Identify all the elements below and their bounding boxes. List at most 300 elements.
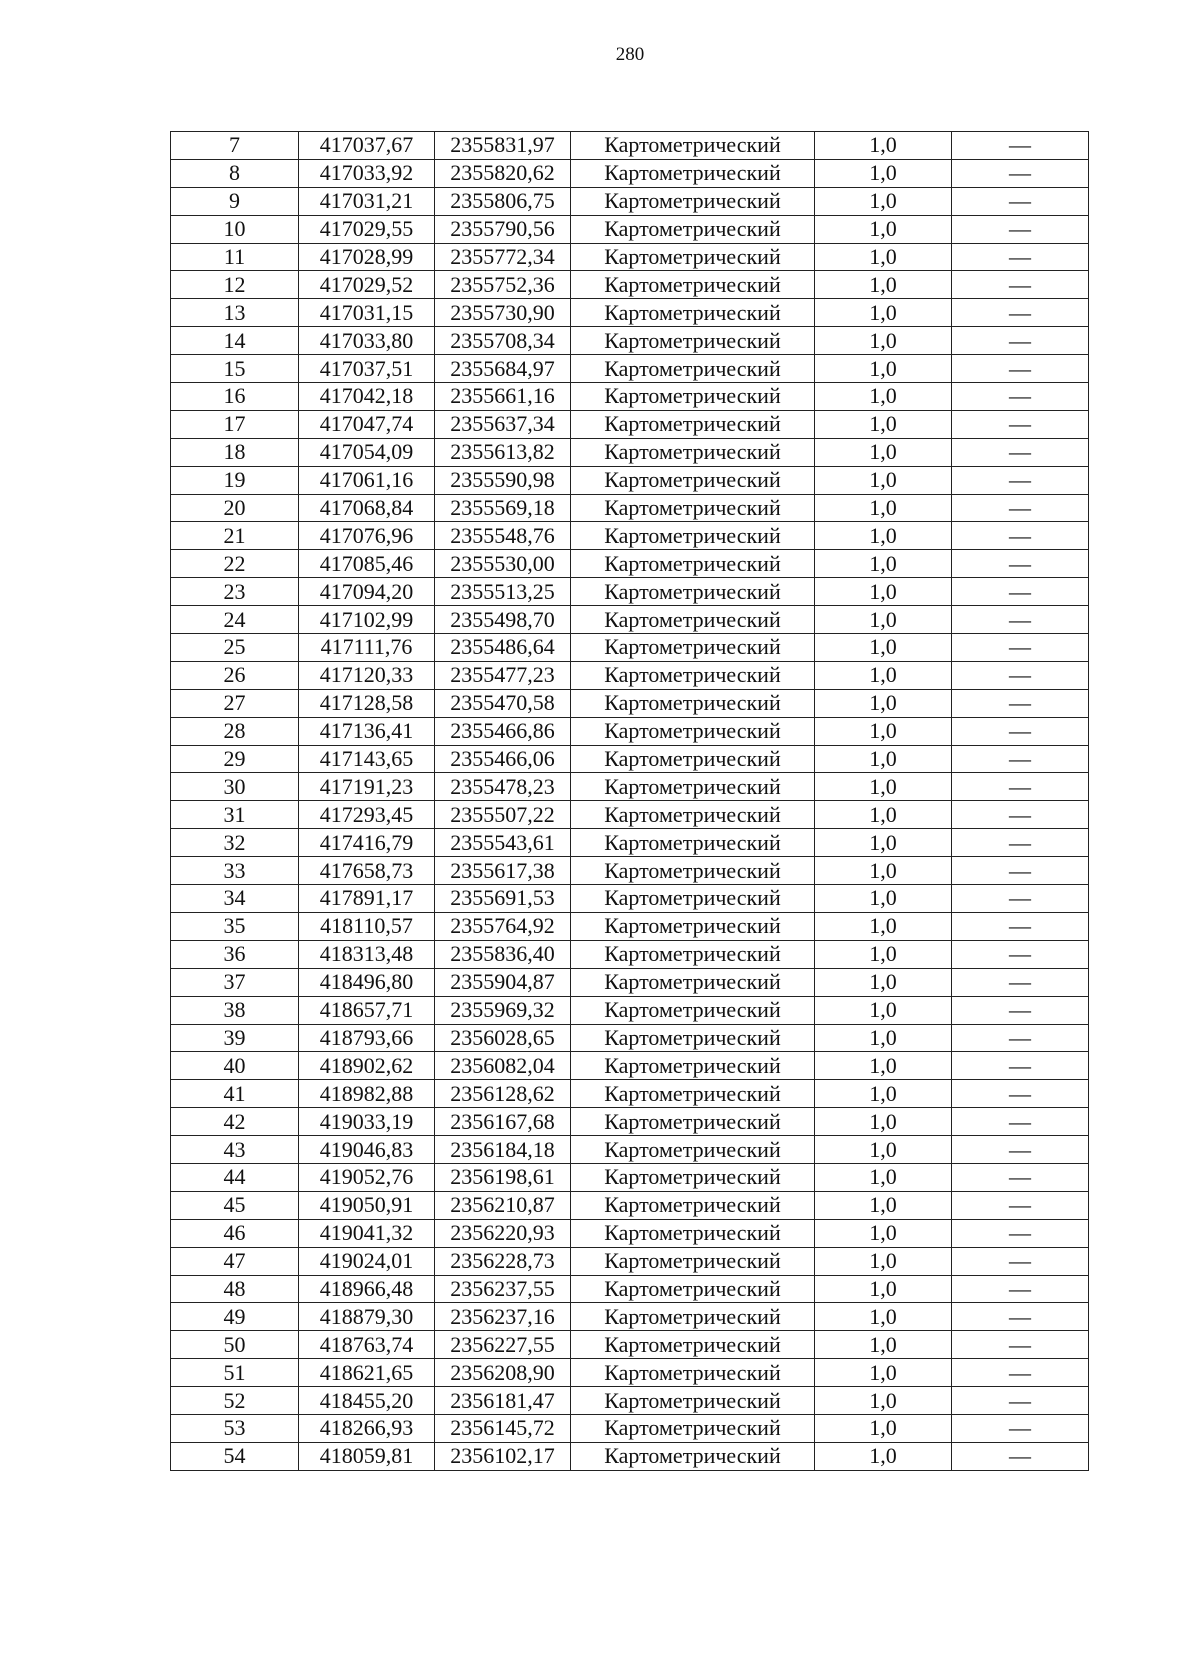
note-cell: — (952, 243, 1089, 271)
x-coordinate-cell: 419050,91 (299, 1191, 435, 1219)
method-cell: Картометрический (571, 1052, 815, 1080)
method-cell: Картометрический (571, 885, 815, 913)
method-cell: Картометрический (571, 1080, 815, 1108)
point-number-cell: 44 (171, 1163, 299, 1191)
x-coordinate-cell: 419024,01 (299, 1247, 435, 1275)
table-row (171, 1163, 1089, 1191)
y-coordinate-cell: 2355513,25 (435, 578, 571, 606)
note-cell: — (952, 801, 1089, 829)
note-cell: — (952, 438, 1089, 466)
note-cell: — (952, 857, 1089, 885)
x-coordinate-cell: 418455,20 (299, 1387, 435, 1415)
point-number-cell: 36 (171, 940, 299, 968)
method-cell: Картометрический (571, 689, 815, 717)
table-row (171, 1359, 1089, 1387)
y-coordinate-cell: 2356181,47 (435, 1387, 571, 1415)
point-number-cell: 32 (171, 829, 299, 857)
method-cell: Картометрический (571, 996, 815, 1024)
method-cell: Картометрический (571, 745, 815, 773)
note-cell: — (952, 187, 1089, 215)
table-row (171, 438, 1089, 466)
x-coordinate-cell: 417047,74 (299, 410, 435, 438)
note-cell: — (952, 661, 1089, 689)
table-row (171, 1024, 1089, 1052)
point-number-cell: 9 (171, 187, 299, 215)
y-coordinate-cell: 2355466,86 (435, 717, 571, 745)
point-number-cell: 23 (171, 578, 299, 606)
table-row (171, 1387, 1089, 1415)
method-cell: Картометрический (571, 243, 815, 271)
accuracy-cell: 1,0 (815, 1303, 952, 1331)
note-cell: — (952, 271, 1089, 299)
y-coordinate-cell: 2356227,55 (435, 1331, 571, 1359)
x-coordinate-cell: 418266,93 (299, 1414, 435, 1442)
method-cell: Картометрический (571, 1331, 815, 1359)
x-coordinate-cell: 418902,62 (299, 1052, 435, 1080)
accuracy-cell: 1,0 (815, 968, 952, 996)
table-row (171, 829, 1089, 857)
x-coordinate-cell: 417028,99 (299, 243, 435, 271)
x-coordinate-cell: 417094,20 (299, 578, 435, 606)
accuracy-cell: 1,0 (815, 996, 952, 1024)
accuracy-cell: 1,0 (815, 857, 952, 885)
method-cell: Картометрический (571, 355, 815, 383)
method-cell: Картометрический (571, 1442, 815, 1470)
table-row (171, 215, 1089, 243)
x-coordinate-cell: 417085,46 (299, 550, 435, 578)
x-coordinate-cell: 417068,84 (299, 494, 435, 522)
point-number-cell: 35 (171, 912, 299, 940)
table-row (171, 1080, 1089, 1108)
accuracy-cell: 1,0 (815, 550, 952, 578)
method-cell: Картометрический (571, 299, 815, 327)
y-coordinate-cell: 2355969,32 (435, 996, 571, 1024)
table-row (171, 745, 1089, 773)
x-coordinate-cell: 417031,15 (299, 299, 435, 327)
x-coordinate-cell: 418621,65 (299, 1359, 435, 1387)
table-row (171, 1442, 1089, 1470)
table-row (171, 661, 1089, 689)
point-number-cell: 30 (171, 773, 299, 801)
point-number-cell: 54 (171, 1442, 299, 1470)
table-row (171, 1331, 1089, 1359)
note-cell: — (952, 355, 1089, 383)
y-coordinate-cell: 2355507,22 (435, 801, 571, 829)
y-coordinate-cell: 2355661,16 (435, 383, 571, 411)
method-cell: Картометрический (571, 1108, 815, 1136)
point-number-cell: 24 (171, 606, 299, 634)
table-row (171, 689, 1089, 717)
accuracy-cell: 1,0 (815, 383, 952, 411)
y-coordinate-cell: 2355836,40 (435, 940, 571, 968)
method-cell: Картометрический (571, 159, 815, 187)
accuracy-cell: 1,0 (815, 299, 952, 327)
accuracy-cell: 1,0 (815, 1275, 952, 1303)
table-row (171, 996, 1089, 1024)
point-number-cell: 21 (171, 522, 299, 550)
method-cell: Картометрический (571, 271, 815, 299)
x-coordinate-cell: 417037,67 (299, 132, 435, 160)
method-cell: Картометрический (571, 410, 815, 438)
y-coordinate-cell: 2355617,38 (435, 857, 571, 885)
accuracy-cell: 1,0 (815, 1024, 952, 1052)
accuracy-cell: 1,0 (815, 885, 952, 913)
table-row (171, 550, 1089, 578)
y-coordinate-cell: 2355498,70 (435, 606, 571, 634)
note-cell: — (952, 1024, 1089, 1052)
y-coordinate-cell: 2356128,62 (435, 1080, 571, 1108)
x-coordinate-cell: 417054,09 (299, 438, 435, 466)
table-row (171, 968, 1089, 996)
accuracy-cell: 1,0 (815, 1136, 952, 1164)
table-row (171, 1414, 1089, 1442)
x-coordinate-cell: 417891,17 (299, 885, 435, 913)
table-row (171, 578, 1089, 606)
accuracy-cell: 1,0 (815, 1414, 952, 1442)
accuracy-cell: 1,0 (815, 522, 952, 550)
table-row (171, 1191, 1089, 1219)
y-coordinate-cell: 2355730,90 (435, 299, 571, 327)
point-number-cell: 19 (171, 466, 299, 494)
note-cell: — (952, 1163, 1089, 1191)
accuracy-cell: 1,0 (815, 438, 952, 466)
y-coordinate-cell: 2355772,34 (435, 243, 571, 271)
y-coordinate-cell: 2355470,58 (435, 689, 571, 717)
x-coordinate-cell: 417029,52 (299, 271, 435, 299)
point-number-cell: 51 (171, 1359, 299, 1387)
x-coordinate-cell: 417042,18 (299, 383, 435, 411)
note-cell: — (952, 1191, 1089, 1219)
y-coordinate-cell: 2355708,34 (435, 327, 571, 355)
note-cell: — (952, 299, 1089, 327)
table-row (171, 159, 1089, 187)
method-cell: Картометрический (571, 1024, 815, 1052)
note-cell: — (952, 1108, 1089, 1136)
point-number-cell: 29 (171, 745, 299, 773)
accuracy-cell: 1,0 (815, 1387, 952, 1415)
accuracy-cell: 1,0 (815, 355, 952, 383)
method-cell: Картометрический (571, 1247, 815, 1275)
x-coordinate-cell: 417416,79 (299, 829, 435, 857)
y-coordinate-cell: 2356210,87 (435, 1191, 571, 1219)
accuracy-cell: 1,0 (815, 494, 952, 522)
note-cell: — (952, 410, 1089, 438)
table-row (171, 1136, 1089, 1164)
x-coordinate-cell: 419041,32 (299, 1219, 435, 1247)
table-row (171, 410, 1089, 438)
point-number-cell: 34 (171, 885, 299, 913)
x-coordinate-cell: 418313,48 (299, 940, 435, 968)
method-cell: Картометрический (571, 940, 815, 968)
y-coordinate-cell: 2355477,23 (435, 661, 571, 689)
note-cell: — (952, 1275, 1089, 1303)
table-row (171, 606, 1089, 634)
x-coordinate-cell: 418793,66 (299, 1024, 435, 1052)
accuracy-cell: 1,0 (815, 912, 952, 940)
accuracy-cell: 1,0 (815, 717, 952, 745)
note-cell: — (952, 996, 1089, 1024)
y-coordinate-cell: 2356102,17 (435, 1442, 571, 1470)
table-row (171, 1219, 1089, 1247)
x-coordinate-cell: 417658,73 (299, 857, 435, 885)
y-coordinate-cell: 2355691,53 (435, 885, 571, 913)
table-row (171, 466, 1089, 494)
accuracy-cell: 1,0 (815, 271, 952, 299)
note-cell: — (952, 773, 1089, 801)
y-coordinate-cell: 2355904,87 (435, 968, 571, 996)
x-coordinate-cell: 417031,21 (299, 187, 435, 215)
note-cell: — (952, 1442, 1089, 1470)
x-coordinate-cell: 417061,16 (299, 466, 435, 494)
x-coordinate-cell: 417033,92 (299, 159, 435, 187)
note-cell: — (952, 1331, 1089, 1359)
y-coordinate-cell: 2355486,64 (435, 634, 571, 662)
point-number-cell: 43 (171, 1136, 299, 1164)
coordinates-table-body (171, 132, 1089, 1471)
point-number-cell: 39 (171, 1024, 299, 1052)
note-cell: — (952, 940, 1089, 968)
note-cell: — (952, 1136, 1089, 1164)
x-coordinate-cell: 417076,96 (299, 522, 435, 550)
method-cell: Картометрический (571, 522, 815, 550)
x-coordinate-cell: 417111,76 (299, 634, 435, 662)
accuracy-cell: 1,0 (815, 132, 952, 160)
y-coordinate-cell: 2356198,61 (435, 1163, 571, 1191)
accuracy-cell: 1,0 (815, 187, 952, 215)
x-coordinate-cell: 417191,23 (299, 773, 435, 801)
table-row (171, 243, 1089, 271)
table-row (171, 383, 1089, 411)
point-number-cell: 27 (171, 689, 299, 717)
accuracy-cell: 1,0 (815, 773, 952, 801)
y-coordinate-cell: 2355752,36 (435, 271, 571, 299)
point-number-cell: 13 (171, 299, 299, 327)
table-row (171, 857, 1089, 885)
note-cell: — (952, 159, 1089, 187)
y-coordinate-cell: 2355590,98 (435, 466, 571, 494)
table-row (171, 1052, 1089, 1080)
method-cell: Картометрический (571, 1163, 815, 1191)
accuracy-cell: 1,0 (815, 215, 952, 243)
accuracy-cell: 1,0 (815, 1108, 952, 1136)
method-cell: Картометрический (571, 438, 815, 466)
point-number-cell: 33 (171, 857, 299, 885)
x-coordinate-cell: 418110,57 (299, 912, 435, 940)
accuracy-cell: 1,0 (815, 466, 952, 494)
x-coordinate-cell: 417143,65 (299, 745, 435, 773)
accuracy-cell: 1,0 (815, 1052, 952, 1080)
table-row (171, 1275, 1089, 1303)
table-row (171, 1108, 1089, 1136)
table-row (171, 940, 1089, 968)
point-number-cell: 46 (171, 1219, 299, 1247)
method-cell: Картометрический (571, 1414, 815, 1442)
y-coordinate-cell: 2355637,34 (435, 410, 571, 438)
table-row (171, 327, 1089, 355)
accuracy-cell: 1,0 (815, 578, 952, 606)
note-cell: — (952, 494, 1089, 522)
y-coordinate-cell: 2355548,76 (435, 522, 571, 550)
accuracy-cell: 1,0 (815, 689, 952, 717)
y-coordinate-cell: 2356184,18 (435, 1136, 571, 1164)
x-coordinate-cell: 418879,30 (299, 1303, 435, 1331)
method-cell: Картометрический (571, 327, 815, 355)
point-number-cell: 11 (171, 243, 299, 271)
table-row (171, 885, 1089, 913)
method-cell: Картометрический (571, 1136, 815, 1164)
note-cell: — (952, 717, 1089, 745)
x-coordinate-cell: 417128,58 (299, 689, 435, 717)
point-number-cell: 53 (171, 1414, 299, 1442)
accuracy-cell: 1,0 (815, 1331, 952, 1359)
point-number-cell: 38 (171, 996, 299, 1024)
table-row (171, 299, 1089, 327)
method-cell: Картометрический (571, 466, 815, 494)
method-cell: Картометрический (571, 1275, 815, 1303)
method-cell: Картометрический (571, 773, 815, 801)
x-coordinate-cell: 418657,71 (299, 996, 435, 1024)
accuracy-cell: 1,0 (815, 801, 952, 829)
y-coordinate-cell: 2356237,55 (435, 1275, 571, 1303)
point-number-cell: 10 (171, 215, 299, 243)
y-coordinate-cell: 2355806,75 (435, 187, 571, 215)
accuracy-cell: 1,0 (815, 1163, 952, 1191)
note-cell: — (952, 550, 1089, 578)
note-cell: — (952, 1387, 1089, 1415)
point-number-cell: 22 (171, 550, 299, 578)
y-coordinate-cell: 2356167,68 (435, 1108, 571, 1136)
table-row (171, 717, 1089, 745)
point-number-cell: 16 (171, 383, 299, 411)
y-coordinate-cell: 2355466,06 (435, 745, 571, 773)
note-cell: — (952, 1359, 1089, 1387)
method-cell: Картометрический (571, 661, 815, 689)
table-row (171, 801, 1089, 829)
method-cell: Картометрический (571, 717, 815, 745)
point-number-cell: 40 (171, 1052, 299, 1080)
point-number-cell: 15 (171, 355, 299, 383)
table-row (171, 912, 1089, 940)
table-row (171, 634, 1089, 662)
accuracy-cell: 1,0 (815, 1080, 952, 1108)
x-coordinate-cell: 419033,19 (299, 1108, 435, 1136)
point-number-cell: 48 (171, 1275, 299, 1303)
x-coordinate-cell: 417037,51 (299, 355, 435, 383)
point-number-cell: 7 (171, 132, 299, 160)
y-coordinate-cell: 2355820,62 (435, 159, 571, 187)
accuracy-cell: 1,0 (815, 661, 952, 689)
method-cell: Картометрический (571, 968, 815, 996)
x-coordinate-cell: 417102,99 (299, 606, 435, 634)
point-number-cell: 45 (171, 1191, 299, 1219)
point-number-cell: 47 (171, 1247, 299, 1275)
method-cell: Картометрический (571, 187, 815, 215)
note-cell: — (952, 327, 1089, 355)
method-cell: Картометрический (571, 550, 815, 578)
y-coordinate-cell: 2355831,97 (435, 132, 571, 160)
y-coordinate-cell: 2355543,61 (435, 829, 571, 857)
y-coordinate-cell: 2356145,72 (435, 1414, 571, 1442)
method-cell: Картометрический (571, 606, 815, 634)
x-coordinate-cell: 417029,55 (299, 215, 435, 243)
point-number-cell: 28 (171, 717, 299, 745)
accuracy-cell: 1,0 (815, 634, 952, 662)
method-cell: Картометрический (571, 634, 815, 662)
method-cell: Картометрический (571, 801, 815, 829)
method-cell: Картометрический (571, 829, 815, 857)
method-cell: Картометрический (571, 1303, 815, 1331)
table-row (171, 187, 1089, 215)
point-number-cell: 8 (171, 159, 299, 187)
method-cell: Картометрический (571, 857, 815, 885)
y-coordinate-cell: 2356208,90 (435, 1359, 571, 1387)
x-coordinate-cell: 417136,41 (299, 717, 435, 745)
y-coordinate-cell: 2355569,18 (435, 494, 571, 522)
method-cell: Картометрический (571, 383, 815, 411)
method-cell: Картометрический (571, 132, 815, 160)
note-cell: — (952, 912, 1089, 940)
note-cell: — (952, 885, 1089, 913)
y-coordinate-cell: 2356028,65 (435, 1024, 571, 1052)
note-cell: — (952, 1414, 1089, 1442)
note-cell: — (952, 466, 1089, 494)
point-number-cell: 12 (171, 271, 299, 299)
method-cell: Картометрический (571, 912, 815, 940)
table-row (171, 132, 1089, 160)
note-cell: — (952, 1219, 1089, 1247)
point-number-cell: 50 (171, 1331, 299, 1359)
note-cell: — (952, 1052, 1089, 1080)
x-coordinate-cell: 417120,33 (299, 661, 435, 689)
y-coordinate-cell: 2356237,16 (435, 1303, 571, 1331)
method-cell: Картометрический (571, 215, 815, 243)
point-number-cell: 41 (171, 1080, 299, 1108)
y-coordinate-cell: 2355530,00 (435, 550, 571, 578)
accuracy-cell: 1,0 (815, 1359, 952, 1387)
note-cell: — (952, 634, 1089, 662)
method-cell: Картометрический (571, 1387, 815, 1415)
note-cell: — (952, 1247, 1089, 1275)
accuracy-cell: 1,0 (815, 1191, 952, 1219)
note-cell: — (952, 689, 1089, 717)
accuracy-cell: 1,0 (815, 1219, 952, 1247)
y-coordinate-cell: 2355613,82 (435, 438, 571, 466)
method-cell: Картометрический (571, 1359, 815, 1387)
y-coordinate-cell: 2355764,92 (435, 912, 571, 940)
note-cell: — (952, 578, 1089, 606)
accuracy-cell: 1,0 (815, 410, 952, 438)
accuracy-cell: 1,0 (815, 1442, 952, 1470)
x-coordinate-cell: 418966,48 (299, 1275, 435, 1303)
point-number-cell: 49 (171, 1303, 299, 1331)
coordinates-table (170, 131, 1089, 1471)
x-coordinate-cell: 418496,80 (299, 968, 435, 996)
method-cell: Картометрический (571, 494, 815, 522)
accuracy-cell: 1,0 (815, 829, 952, 857)
table-row (171, 355, 1089, 383)
point-number-cell: 37 (171, 968, 299, 996)
accuracy-cell: 1,0 (815, 606, 952, 634)
note-cell: — (952, 383, 1089, 411)
table-row (171, 494, 1089, 522)
x-coordinate-cell: 418059,81 (299, 1442, 435, 1470)
accuracy-cell: 1,0 (815, 745, 952, 773)
point-number-cell: 25 (171, 634, 299, 662)
point-number-cell: 31 (171, 801, 299, 829)
point-number-cell: 17 (171, 410, 299, 438)
method-cell: Картометрический (571, 1191, 815, 1219)
note-cell: — (952, 215, 1089, 243)
